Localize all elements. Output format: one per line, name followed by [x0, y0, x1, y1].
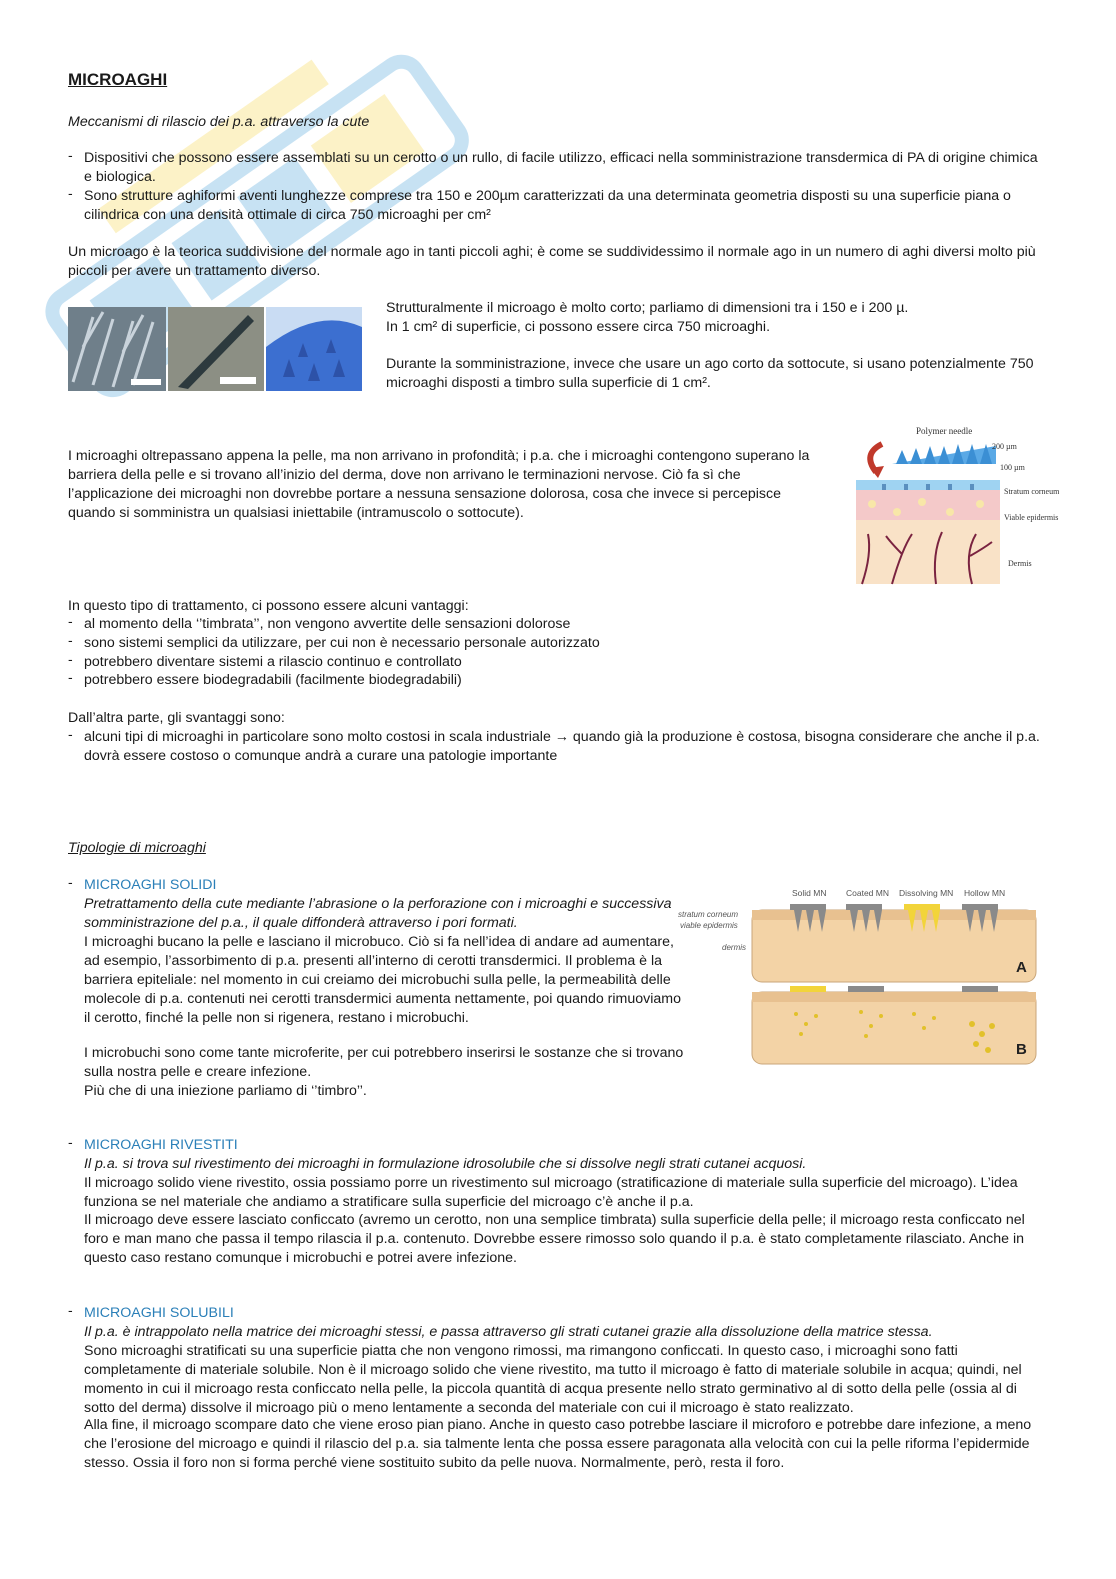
- list-item: - potrebbero diventare sistemi a rilascio continuo e controllato: [68, 651, 462, 670]
- figure-label: Viable epidermis: [1004, 513, 1059, 522]
- figure-label: dermis: [722, 943, 747, 952]
- paragraph: I microbuchi sono come tante microferite, per cui potrebbero inserirsi le sostanze che si trovano sulla nostra pelle e creare infezione.: [84, 1045, 684, 1080]
- paragraph: Sono microaghi stratificati su una superficie piatta che non vengono rimossi, ma rimangono conficcati. In questo caso, i microaghi sono fatti completamente di materiale solubile. Non è il microago solido che viene rivestito, ma tutto il microago è fatto di materiale solubile in acqua; quindi, nel momento in cui il microago resta conficcato nella pelle, la piccola quantità di acqua presente nello strato germinativo al di sotto della pelle (ossia al di sotto del derma) dissolve il microago più o meno lentamente a seconda del materiale con cui il microago è stato realizzato.: [84, 1343, 1022, 1416]
- section-subtitle: Meccanismi di rilascio dei p.a. attraverso la cute: [68, 114, 370, 130]
- paragraph: Il microago solido viene rivestito, ossia possiamo porre un rivestimento sul microago (stratificazione di materiale sulla superficie del microago). L’idea funziona se nel materiale che andiamo a stratificare sulla superficie del microago c’è anche il p.a.: [84, 1175, 1018, 1210]
- paragraph: In 1 cm² di superficie, ci possono essere circa 750 microaghi.: [386, 319, 771, 335]
- figure-label: Dissolving MN: [899, 888, 954, 898]
- figure-label: viable epidermis: [680, 921, 738, 930]
- paragraph: Il p.a. si trova sul rivestimento dei microaghi in formulazione idrosolubile che si dissolve negli strati cutanei acquosi.: [84, 1156, 807, 1172]
- subsection-heading: - MICROAGHI RIVESTITI: [68, 1134, 238, 1153]
- figure-label: Polymer needle: [916, 426, 973, 436]
- list-item: - potrebbero essere biodegradabili (facilmente biodegradabili): [68, 669, 462, 688]
- figure-label: Coated MN: [846, 888, 889, 898]
- subsection-heading: - MICROAGHI SOLIDI: [68, 874, 217, 893]
- paragraph: Il p.a. è intrappolato nella matrice dei microaghi stessi, e passa attraverso gli strati cutanei grazie alla dissoluzione della matrice stessa.: [84, 1324, 933, 1340]
- figure-label: Dermis: [1008, 559, 1032, 568]
- page-title: MICROAGHI: [68, 70, 168, 89]
- figure-label: A: [1016, 959, 1027, 976]
- microneedle-types-figure: [676, 884, 1038, 1066]
- paragraph: Dall’altra parte, gli svantaggi sono:: [68, 710, 285, 726]
- paragraph: Più che di una iniezione parliamo di ‘’timbro’’.: [84, 1083, 367, 1099]
- paragraph: Il microago deve essere lasciato conficcato (avremo un cerotto, non una semplice timbrata) sulla superficie della pelle; il microago resta conficcato nel foro e man mano che passa il tempo rilascia il p.a. contenuto. Dovrebbe essere rimosso solo quando il p.a. è stato completamente rilasciato. Anche in questo caso restano comunque i microbuchi e potrei avere infezione.: [84, 1212, 1025, 1266]
- microneedle-photos-figure: [68, 307, 362, 391]
- paragraph: I microaghi bucano la pelle e lasciano il microbuco. Ciò si fa nell’idea di andare ad aumentare, ad esempio, l’assorbimento di p.a. presenti all’interno di cerotti transdermici. Il problema è la barriera epiteliale: nel momento in cui creiamo dei microbuchi sulla pelle, la permeabilità delle molecole di p.a. contenuti nei cerotti transdermici aumenta nettamente, poi quando rimuoviamo il cerotto, finché la pelle non si rigenera, restano i microbuchi.: [84, 934, 681, 1026]
- figure-label: B: [1016, 1041, 1027, 1058]
- list-item: - alcuni tipi di microaghi in particolare sono molto costosi in scala industriale → quando già la produzione è costosa, bisogna considerare che anche il p.a. dovrà essere costoso o comunque andrà a curare una patologie importante: [68, 726, 1040, 764]
- paragraph: I microaghi oltrepassano appena la pelle, ma non arrivano in profondità; i p.a. che i microaghi contengono superano la barriera della pelle e si trovano all’inizio del derma, dove non arrivano le terminazioni nervose. Ciò fa sì che l’applicazione dei microaghi non dovrebbe portare a nessuna sensazione dolorosa, cosa che invece si percepisce quando si somministra un qualsiasi iniettabile (intramuscolo o sottocute).: [68, 448, 810, 521]
- paragraph: Un microago è la teorica suddivisione del normale ago in tanti piccoli aghi; è come se suddividessimo il normale ago in un numero di aghi diversi molto più piccoli per avere un trattamento diverso.: [68, 244, 1036, 279]
- subsection-heading: - MICROAGHI SOLUBILI: [68, 1302, 234, 1321]
- figure-label: Stratum corneum: [1004, 487, 1060, 496]
- figure-label: stratum corneum: [678, 910, 739, 919]
- section-heading: Tipologie di microaghi: [68, 840, 206, 856]
- paragraph: Alla fine, il microago scompare dato che viene eroso pian piano. Anche in questo caso potrebbe lasciare il microforo e potrebbe dare infezione, a meno che l’erosione del microago e quindi il rilascio del p.a. sia talmente lenta che possa essere paragonata alla velocità con cui la pelle riforma l’epidermide stesso. Ossia il foro non si forma perché viene sostituito subito da pelle nuova. Normalmente, però, resta il foro.: [84, 1417, 1032, 1471]
- figure-label: Hollow MN: [964, 888, 1006, 898]
- paragraph: In questo tipo di trattamento, ci possono essere alcuni vantaggi:: [68, 598, 469, 614]
- list-item: - Dispositivi che possono essere assemblati su un cerotto o un rullo, di facile utilizzo, efficaci nella somministrazione transdermica di PA di origine chimica e biologica.: [68, 147, 1038, 185]
- list-item: - Sono strutture aghiformi aventi lunghezze comprese tra 150 e 200µm caratterizzati da una determinata geometria disposti su una superficie piana o cilindrica con una densità ottimale di circa 750 microaghi per cm²: [68, 185, 1011, 223]
- paragraph: Strutturalmente il microago è molto corto; parliamo di dimensioni tra i 150 e i 200 µ.: [386, 300, 909, 316]
- list-item: - al momento della ‘’timbrata’’, non vengono avvertite delle sensazioni dolorose: [68, 613, 571, 632]
- paragraph: Pretrattamento della cute mediante l’abrasione o la perforazione con i microaghi e successiva somministrazione del p.a., il quale diffonderà attraverso i pori formati.: [84, 896, 672, 931]
- list-item: - sono sistemi semplici da utilizzare, per cui non è necessario personale autorizzato: [68, 632, 600, 651]
- skin-layers-figure: [852, 424, 1060, 588]
- figure-label: 100 µm: [1000, 463, 1025, 472]
- paragraph: Durante la somministrazione, invece che usare un ago corto da sottocute, si usano potenzialmente 750 microaghi disposti a timbro sulla superficie di 1 cm².: [386, 356, 1034, 391]
- figure-label: 200 µm: [992, 442, 1017, 451]
- figure-label: Solid MN: [792, 888, 827, 898]
